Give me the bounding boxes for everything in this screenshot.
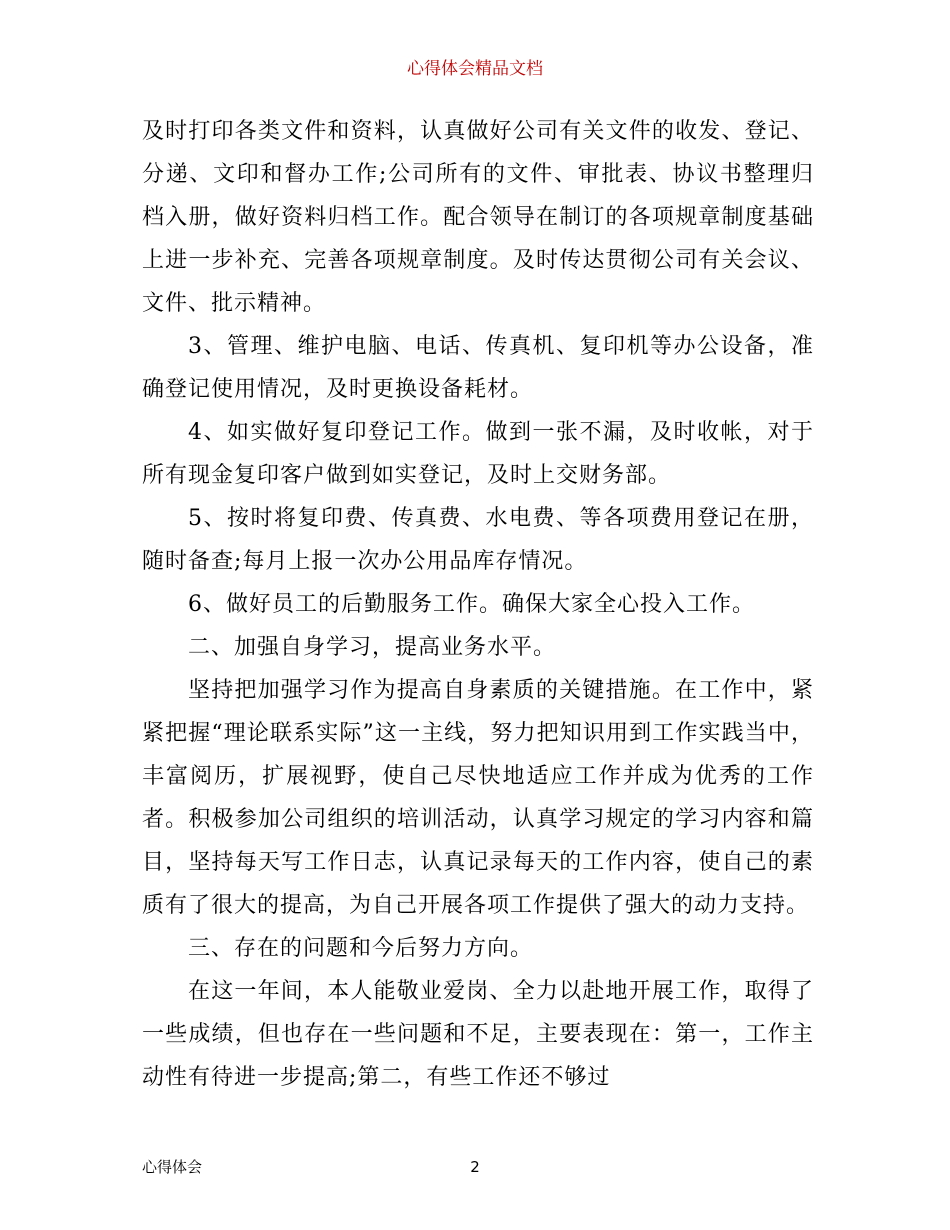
footer-label: 心得体会 xyxy=(142,1158,203,1176)
paragraph-study: 坚持把加强学习作为提高自身素质的关键措施。在工作中，紧紧把握“理论联系实际”这一主线，努力把知识用到工作实践当中，丰富阅历，扩展视野，使自己尽快地适应工作并成为优秀的工作者。积极参加公司组织的培训活动，认真学习规定的学习内容和篇目，坚持每天写工作日志，认真记录每天的工作内容，使自己的素质有了很大的提高，为自己开展各项工作提供了强大的动力支持。 xyxy=(142,678,814,918)
section-heading-2: 二、加强自身学习，提高业务水平。 xyxy=(188,635,557,660)
paragraph-item-5: 5、按时将复印费、传真费、水电费、等各项费用登记在册，随时备查;每月上报一次办公用品库存情况。 xyxy=(142,506,814,574)
paragraph-item-3: 3、管理、维护电脑、电话、传真机、复印机等办公设备，准确登记使用情况，及时更换设备耗材。 xyxy=(142,334,814,402)
document-body xyxy=(142,110,814,1099)
page-number: 2 xyxy=(470,1158,480,1176)
paragraph-continued: 及时打印各类文件和资料，认真做好公司有关文件的收发、登记、分递、文印和督办工作;公司所有的文件、审批表、协议书整理归档入册，做好资料归档工作。配合领导在制订的各项规章制度基础上进一步补充、完善各项规章制度。及时传达贯彻公司有关会议、文件、批示精神。 xyxy=(142,119,814,316)
section-heading-3: 三、存在的问题和今后努力方向。 xyxy=(188,936,534,961)
page-header-title: 心得体会精品文档 xyxy=(407,59,543,79)
paragraph-item-4: 4、如实做好复印登记工作。做到一张不漏，及时收帐，对于所有现金复印客户做到如实登记，及时上交财务部。 xyxy=(142,420,814,488)
paragraph-problems: 在这一年间，本人能敬业爱岗、全力以赴地开展工作，取得了一些成绩，但也存在一些问题和不足，主要表现在：第一，工作主动性有待进一步提高;第二，有些工作还不够过 xyxy=(142,979,814,1090)
paragraph-item-6: 6、做好员工的后勤服务工作。确保大家全心投入工作。 xyxy=(188,592,755,617)
